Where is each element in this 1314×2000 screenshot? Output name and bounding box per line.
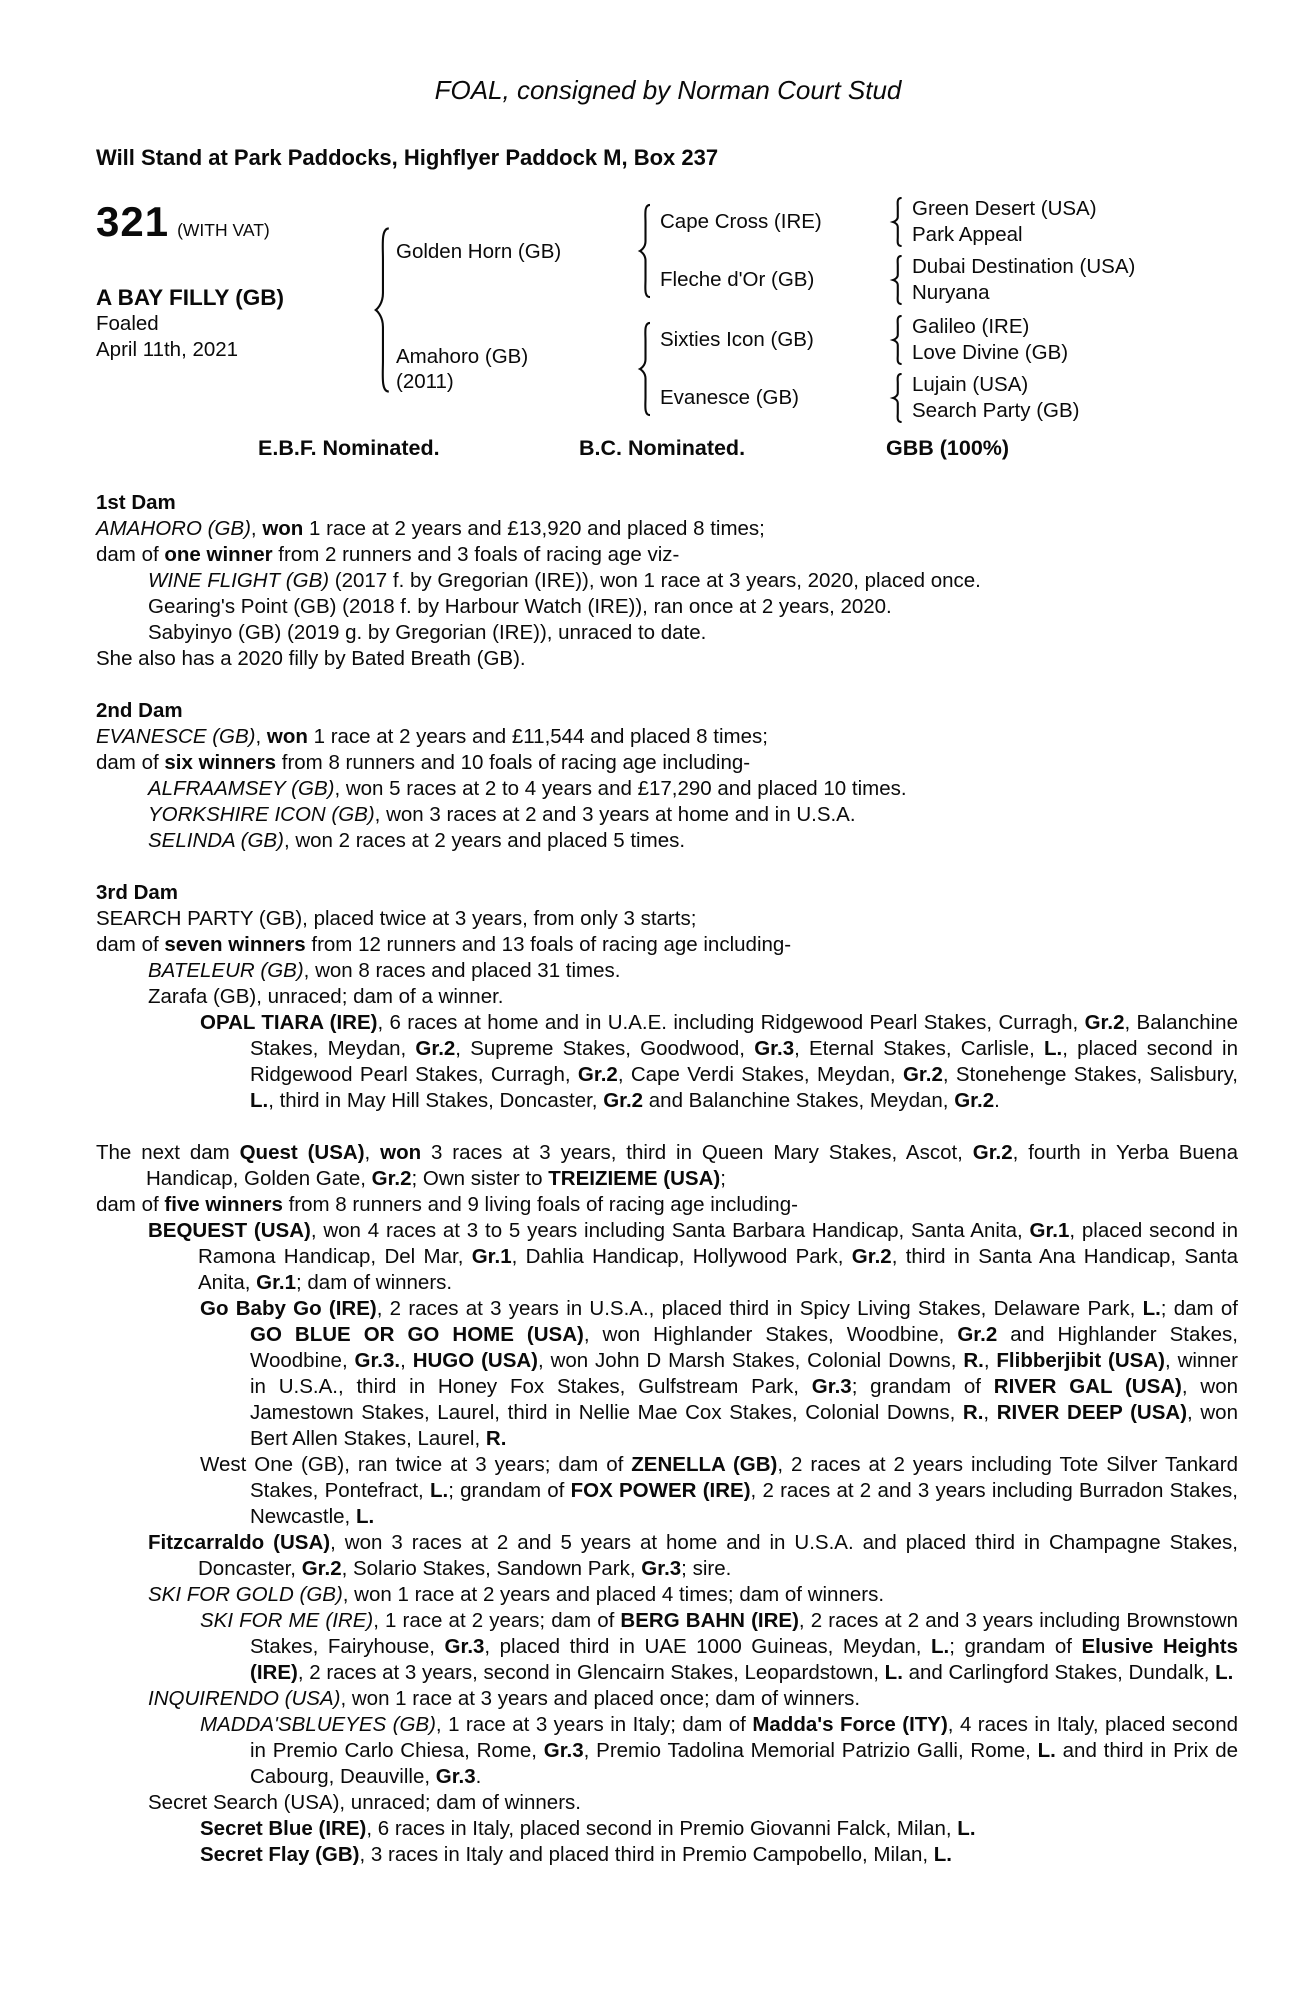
text-run: seven winners [164, 933, 306, 956]
text-run: , Premio Tadolina Memorial Patrizio Galli, Rome, [583, 1739, 1038, 1762]
text-run: Gr.2 [415, 1037, 456, 1060]
text-run: Gr.2 [577, 1063, 618, 1086]
text-run: Sabyinyo (GB) (2019 g. by Gregorian (IRE)), unraced to date. [148, 621, 707, 644]
text-run: dam of [96, 751, 165, 774]
pedigree-tree [96, 196, 1240, 424]
text-run: ALFRAAMSEY (GB) [148, 777, 335, 800]
gbb-label: GBB (100%) [886, 436, 1010, 460]
text-run: , Balanchine Stakes, Meydan, [250, 1011, 1238, 1060]
page-title: FOAL, consigned by Norman Court Stud [434, 75, 902, 105]
dam-grandparents [660, 314, 1079, 424]
text-run: OPAL TIARA (IRE) [200, 1011, 378, 1034]
text-run: Gr.3 [811, 1375, 852, 1398]
pedigree-paragraph [96, 776, 1238, 802]
text-run: , won 1 race at 2 years and placed 4 times; dam of winners. [342, 1583, 885, 1606]
text-run: , Dahlia Handicap, Hollywood Park, [511, 1245, 852, 1268]
text-run: Elusive Heights (IRE) [250, 1635, 1238, 1684]
text-run: Gr.1 [471, 1245, 512, 1268]
text-run: R. [962, 1401, 984, 1424]
text-run: , [983, 1349, 997, 1372]
great-grandparent-name: Search Party (GB) [912, 399, 1080, 422]
grandparent-block [660, 254, 1135, 306]
pedigree-paragraph [96, 802, 1238, 828]
text-run: won [262, 517, 304, 540]
lot-column [96, 196, 366, 363]
great-grandparents [912, 196, 1097, 248]
text-run: (2017 f. by Gregorian (IRE)), won 1 race at 3 years, 2020, placed once. [329, 569, 981, 592]
grandsire-name: Sixties Icon (GB) [660, 328, 814, 351]
text-run: BATELEUR (GB) [148, 959, 304, 982]
text-run: 1 race at 2 years and £13,920 and placed 8 times; [303, 517, 765, 540]
section-heading: 1st Dam [96, 491, 176, 514]
text-run: Gr.2 [902, 1063, 943, 1086]
text-run: and Highlander Stakes, Woodbine, [250, 1323, 1239, 1372]
pedigree-paragraph [96, 646, 1238, 672]
text-run: She also has a 2020 filly by Bated Breath (GB). [96, 647, 526, 670]
dam-section [96, 1140, 1238, 1868]
grandparent-block [660, 196, 1135, 248]
dam-year: (2011) [396, 370, 454, 393]
pedigree-paragraph [96, 906, 1238, 932]
text-run: L. [931, 1635, 950, 1658]
pedigree-paragraph [96, 516, 1238, 542]
nominations-bar [96, 436, 1240, 464]
text-run: , Cape Verdi Stakes, Meydan, [617, 1063, 903, 1086]
text-run: Madda's Force (ITY) [752, 1713, 948, 1736]
text-run: ; dam of winners. [296, 1271, 453, 1294]
text-run: L. [1142, 1297, 1161, 1320]
text-run: SKI FOR GOLD (GB) [148, 1583, 343, 1606]
text-run: Secret Flay (GB) [200, 1843, 360, 1866]
pedigree-paragraph [96, 1582, 1238, 1608]
great-grandparent-name: Love Divine (GB) [912, 341, 1069, 364]
dam-section [96, 490, 1238, 672]
text-run: L. [884, 1661, 903, 1684]
text-run: , won Bert Allen Stakes, Laurel, [250, 1401, 1238, 1450]
text-run: , 1 race at 2 years; dam of [373, 1609, 621, 1632]
pedigree-brace-icon [368, 225, 394, 395]
text-run: Secret Blue (IRE) [200, 1817, 367, 1840]
text-run: , 2 races at 3 years in U.S.A., placed third in Spicy Living Stakes, Delaware Park, [376, 1297, 1143, 1320]
text-run: five winners [164, 1193, 283, 1216]
text-run: Gr.2 [972, 1141, 1013, 1164]
pedigree-paragraph [96, 1712, 1238, 1790]
text-run: Flibberjibit (USA) [996, 1349, 1165, 1372]
text-run: INQUIRENDO (USA) [148, 1687, 341, 1710]
pedigree-paragraph [96, 1010, 1238, 1114]
text-run: , third in May Hill Stakes, Doncaster, [268, 1089, 604, 1112]
text-run: , won 3 races at 2 and 5 years at home and in U.S.A. and placed third in Champagne Stakes, Doncaster, [198, 1531, 1238, 1580]
lot-vat: (WITH VAT) [177, 220, 270, 240]
text-run: from 12 runners and 13 foals of racing age including- [305, 933, 792, 956]
text-run: , 2 races at 3 years, second in Glencairn Stakes, Leopardstown, [297, 1661, 885, 1684]
foaled-date: April 11th, 2021 [96, 338, 239, 361]
sire-name-text: Golden Horn (GB) [396, 239, 562, 263]
text-run: , third in Santa Ana Handicap, Santa Anita, [198, 1245, 1238, 1294]
text-run: , winner in U.S.A., third in Honey Fox Stakes, Gulfstream Park, [250, 1349, 1238, 1398]
great-grandparents [912, 254, 1135, 306]
pedigree-branches [366, 196, 1135, 424]
text-run: , [983, 1401, 997, 1424]
text-run: ; grandam of [448, 1479, 571, 1502]
text-run: , placed second in Ramona Handicap, Del Mar, [198, 1219, 1238, 1268]
text-run: Gr.3 [641, 1557, 682, 1580]
stand-line: Will Stand at Park Paddocks, Highflyer Paddock M, Box 237 [96, 145, 719, 170]
great-grandparent-name: Park Appeal [912, 223, 1023, 246]
text-run: SKI FOR ME (IRE) [200, 1609, 374, 1632]
text-run: Gr.2 [954, 1089, 995, 1112]
text-run: , won 5 races at 2 to 4 years and £17,290 and placed 10 times. [334, 777, 907, 800]
dam-section [96, 698, 1238, 854]
pedigree-brace-icon [888, 255, 905, 305]
text-run: L. [1043, 1037, 1063, 1060]
lot-number: 321 [96, 198, 170, 245]
text-run: Gr.2 [1084, 1011, 1125, 1034]
text-run: MADDA'SBLUEYES (GB) [200, 1713, 436, 1736]
dam-name [396, 344, 634, 394]
text-run: Fitzcarraldo (USA) [148, 1531, 331, 1554]
text-run: 1 race at 2 years and £11,544 and placed 8 times; [307, 725, 768, 748]
pedigree-brace-icon [888, 373, 905, 423]
dam-name-text: Amahoro (GB) [396, 345, 529, 368]
pedigree-paragraph [96, 1192, 1238, 1218]
pedigree-brace-icon [634, 321, 654, 417]
pedigree-paragraph [96, 620, 1238, 646]
text-run: , [255, 725, 267, 748]
text-run: won [266, 725, 308, 748]
text-run: , 2 races at 2 and 3 years including Burradon Stakes, Newcastle, [250, 1479, 1238, 1528]
text-run: , won 3 races at 2 and 3 years at home and in U.S.A. [374, 803, 856, 826]
pedigree-paragraph [96, 1530, 1238, 1582]
text-run: L. [957, 1817, 976, 1840]
text-run: West One (GB), ran twice at 3 years; dam of [200, 1453, 632, 1476]
pedigree-paragraph [96, 1296, 1238, 1452]
text-run: from 8 runners and 9 living foals of racing age including- [282, 1193, 798, 1216]
granddam-name: Evanesce (GB) [660, 386, 799, 409]
text-run: L. [1215, 1661, 1234, 1684]
text-run: EVANESCE (GB) [96, 725, 256, 748]
pedigree-paragraph [96, 1452, 1238, 1530]
text-run: dam of [96, 543, 165, 566]
text-run: R. [963, 1349, 984, 1372]
section-heading: 2nd Dam [96, 699, 183, 722]
sire-block [396, 196, 1135, 306]
horse-name: A BAY FILLY (GB) [96, 285, 284, 310]
text-run: from 8 runners and 10 foals of racing age including- [276, 751, 751, 774]
text-run: , [364, 1141, 381, 1164]
pedigree-paragraph [96, 1140, 1238, 1192]
great-grandparent-name: Lujain (USA) [912, 373, 1029, 396]
text-run: one winner [164, 543, 273, 566]
grandparent-block [660, 314, 1079, 366]
text-run: Gr.3 [543, 1739, 584, 1762]
sire-name [396, 239, 634, 264]
text-run: , Stonehenge Stakes, Salisbury, [942, 1063, 1238, 1086]
text-run: dam of [96, 1193, 165, 1216]
pedigree-brace-icon [888, 315, 905, 365]
text-run: Gr.3 [444, 1635, 485, 1658]
text-run: , 1 race at 3 years in Italy; dam of [435, 1713, 753, 1736]
text-run: , 2 races at 2 and 3 years including Brownstown Stakes, Fairyhouse, [250, 1609, 1238, 1658]
text-run: 3 races at 3 years, third in Queen Mary Stakes, Ascot, [421, 1141, 973, 1164]
text-run: Gr.1 [256, 1271, 297, 1294]
text-run: L. [1037, 1739, 1056, 1762]
pedigree-paragraph [96, 724, 1238, 750]
pedigree-paragraph [96, 1686, 1238, 1712]
text-run: , won 8 races and placed 31 times. [303, 959, 621, 982]
text-run: R. [485, 1427, 507, 1450]
text-run: ; sire. [681, 1557, 732, 1580]
pedigree-paragraph [96, 568, 1238, 594]
pedigree-paragraph [96, 932, 1238, 958]
text-run: L. [355, 1505, 375, 1528]
pedigree-paragraph [96, 1816, 1238, 1842]
text-run: SELINDA (GB) [148, 829, 284, 852]
bc-nominated-label: B.C. Nominated. [579, 436, 746, 460]
text-run: AMAHORO (GB) [96, 517, 251, 540]
text-run: , 6 races in Italy, placed second in Premio Giovanni Falck, Milan, [366, 1817, 958, 1840]
text-run: ZENELLA (GB) [631, 1453, 778, 1476]
text-run: YORKSHIRE ICON (GB) [148, 803, 375, 826]
grandparent-block [660, 372, 1079, 424]
text-run: , won 4 races at 3 to 5 years including Santa Barbara Handicap, Santa Anita, [310, 1219, 1030, 1242]
text-run: RIVER DEEP (USA) [996, 1401, 1188, 1424]
text-run: dam of [96, 933, 165, 956]
great-grandparents [912, 314, 1068, 366]
text-run: Quest (USA) [239, 1141, 365, 1164]
text-run: Gr.2 [957, 1323, 998, 1346]
text-run: Gr.3 [435, 1765, 476, 1788]
text-run: Gr.3. [354, 1349, 401, 1372]
text-run: , 2 races at 2 years including Tote Silver Tankard Stakes, Pontefract, [250, 1453, 1238, 1502]
text-run: , won 1 race at 3 years and placed once; dam of winners. [340, 1687, 861, 1710]
lot-line [96, 200, 366, 244]
text-run: GO BLUE OR GO HOME (USA) [250, 1323, 584, 1346]
pedigree-paragraph [96, 958, 1238, 984]
text-run: The next dam [96, 1141, 240, 1164]
great-grandparent-name: Dubai Destination (USA) [912, 255, 1136, 278]
text-run: L. [429, 1479, 449, 1502]
text-run: from 2 runners and 3 foals of racing age viz- [272, 543, 680, 566]
pedigree-paragraph [96, 594, 1238, 620]
pedigree-paragraph [96, 1790, 1238, 1816]
text-run: ; Own sister to [411, 1167, 549, 1190]
text-run: Gr.3 [754, 1037, 795, 1060]
sire-grandparents [660, 196, 1135, 306]
text-run: TREIZIEME (USA) [548, 1167, 721, 1190]
text-run: , 3 races in Italy and placed third in Premio Campobello, Milan, [359, 1843, 934, 1866]
text-run: BERG BAHN (IRE) [620, 1609, 799, 1632]
text-run: Gr.2 [371, 1167, 412, 1190]
text-run: Gr.2 [301, 1557, 342, 1580]
ebf-nominated-label: E.B.F. Nominated. [258, 436, 440, 460]
text-run: , Solario Stakes, Sandown Park, [341, 1557, 642, 1580]
granddam-name: Fleche d'Or (GB) [660, 268, 815, 291]
text-run: Gr.2 [851, 1245, 892, 1268]
parents-column [396, 196, 1135, 424]
great-grandparents [912, 372, 1079, 424]
pedigree-paragraph [96, 828, 1238, 854]
text-run: . [475, 1765, 482, 1788]
text-run: Secret Search (USA), unraced; dam of winners. [148, 1791, 581, 1814]
text-run: six winners [164, 751, 277, 774]
text-run: Gr.2 [603, 1089, 644, 1112]
dam-block [396, 314, 1135, 424]
text-run: Gearing's Point (GB) (2018 f. by Harbour Watch (IRE)), ran once at 2 years, 2020. [148, 595, 892, 618]
text-run: and Carlingford Stakes, Dundalk, [902, 1661, 1216, 1684]
text-run: L. [250, 1089, 269, 1112]
pedigree-paragraph [96, 984, 1238, 1010]
text-run: HUGO (USA) [412, 1349, 538, 1372]
dam-section [96, 880, 1238, 1114]
text-run: BEQUEST (USA) [148, 1219, 311, 1242]
text-run: ; grandam of [851, 1375, 994, 1398]
text-run: L. [933, 1843, 952, 1866]
text-run: ; dam of [1160, 1297, 1238, 1320]
text-run: , [250, 517, 263, 540]
text-run: Zarafa (GB), unraced; dam of a winner. [148, 985, 504, 1008]
text-run: FOX POWER (IRE) [570, 1479, 751, 1502]
pedigree-brace-icon [634, 203, 654, 299]
pedigree-paragraph [96, 750, 1238, 776]
text-run: , placed third in UAE 1000 Guineas, Meydan, [484, 1635, 931, 1658]
text-run: , placed second in Ridgewood Pearl Stakes, Curragh, [250, 1037, 1238, 1086]
text-run: RIVER GAL (USA) [993, 1375, 1182, 1398]
text-run: , won 2 races at 2 years and placed 5 times. [283, 829, 686, 852]
text-run: Go Baby Go (IRE) [200, 1297, 377, 1320]
text-run: WINE FLIGHT (GB) [148, 569, 330, 592]
great-grandparent-name: Green Desert (USA) [912, 197, 1097, 220]
pedigree-paragraph [96, 542, 1238, 568]
text-run: won [380, 1141, 422, 1164]
great-grandparent-name: Nuryana [912, 281, 990, 304]
text-run: , fourth in Yerba Buena Handicap, Golden Gate, [146, 1141, 1238, 1190]
text-run: , [400, 1349, 413, 1372]
text-run: and Balanchine Stakes, Meydan, [643, 1089, 955, 1112]
text-run: . [994, 1089, 1000, 1112]
grandsire-name: Cape Cross (IRE) [660, 210, 822, 233]
text-run: , 4 races in Italy, placed second in Premio Carlo Chiesa, Rome, [250, 1713, 1238, 1762]
text-run: , 6 races at home and in U.A.E. including Ridgewood Pearl Stakes, Curragh, [377, 1011, 1085, 1034]
text-run: , Eternal Stakes, Carlisle, [794, 1037, 1044, 1060]
text-run: Gr.1 [1029, 1219, 1070, 1242]
section-heading: 3rd Dam [96, 881, 179, 904]
foaled-label: Foaled [96, 312, 159, 335]
text-run: , won Highlander Stakes, Woodbine, [583, 1323, 958, 1346]
pedigree-sections [96, 490, 1238, 1868]
pedigree-brace-icon [888, 197, 905, 247]
text-run: , won Jamestown Stakes, Laurel, third in Nellie Mae Cox Stakes, Colonial Downs, [250, 1375, 1238, 1424]
text-run: SEARCH PARTY (GB), placed twice at 3 years, from only 3 starts; [96, 907, 697, 930]
pedigree-paragraph [96, 1842, 1238, 1868]
great-grandparent-name: Galileo (IRE) [912, 315, 1030, 338]
text-run: , won John D Marsh Stakes, Colonial Downs, [538, 1349, 964, 1372]
text-run: ; [720, 1167, 726, 1190]
text-run: , Supreme Stakes, Goodwood, [455, 1037, 755, 1060]
text-run: and third in Prix de Cabourg, Deauville, [250, 1739, 1238, 1788]
pedigree-paragraph [96, 1218, 1238, 1296]
pedigree-paragraph [96, 1608, 1238, 1686]
text-run: ; grandam of [949, 1635, 1082, 1658]
